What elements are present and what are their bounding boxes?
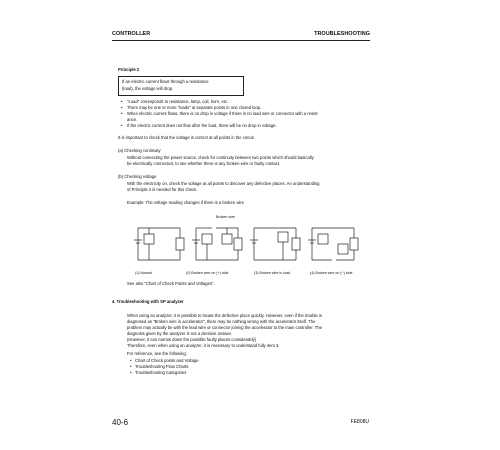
- principle-title: Principle 2: [118, 67, 140, 72]
- section4-text: problem may actually be with the lead wire or connector joining the accelerator to the main controller. The: [127, 325, 322, 330]
- circuit-broken-in-load: [250, 228, 300, 260]
- voltage-check-diagram: [132, 214, 372, 266]
- bullet-marker: •: [130, 358, 132, 363]
- broken-wire-label: Broken wire: [216, 215, 235, 219]
- reference-item: Troubleshooting Categories: [135, 370, 187, 375]
- important-note: It is important to check that the voltage is correct at all points in the circuit.: [118, 135, 255, 140]
- bullet-marker: •: [121, 123, 123, 128]
- circuit-normal: [134, 228, 184, 260]
- header-rule: [112, 40, 370, 41]
- bullet-marker: •: [121, 105, 123, 110]
- circuit-broken-plus-side: [192, 228, 242, 260]
- bullet-item: There may be one or more "loads" at separate points in one closed loop.: [127, 105, 262, 110]
- reference-item: Chart of Check points and Voltage: [135, 358, 199, 363]
- section4-text: diagnosis given by the analyzer is not a decisive answer.: [127, 331, 232, 336]
- principle-box: [118, 76, 244, 96]
- see-also-note: See also "Chart of Check Points and Voltages".: [127, 281, 215, 286]
- example-text: Example: The voltage reading changes if there is a broken wire: [127, 200, 245, 205]
- header-section: CONTROLLER: [112, 31, 151, 37]
- section-b-text: With the electricity on, check the voltage at all points to discover any defective places. An understanding: [127, 181, 320, 186]
- reference-intro: For reference, see the following:: [127, 351, 187, 356]
- section4-text: When using an analyzer, it is possible to locate the defective place quickly. However, even if the trouble is: [127, 313, 322, 318]
- bullet-marker: •: [121, 111, 123, 116]
- bullet-item: If the electric current does not flow after the load, there will be no drop in voltage.: [127, 123, 277, 128]
- header-chapter: TROUBLESHOOTING: [314, 31, 370, 37]
- section4-text: Therefore, even when using an analyzer, it is necessary to understand fully item 3.: [127, 343, 280, 348]
- diagram-caption: (2) Broken wire on (+) side: [186, 271, 229, 275]
- diagram-caption: (4) Broken wire on (−) side: [310, 271, 353, 275]
- section-a-title: (a) Checking continuity: [118, 148, 161, 153]
- principle-box-line2: (load), the voltage will drop.: [122, 86, 174, 91]
- diagram-caption: (3) Broken wire in load: [254, 271, 290, 275]
- bullet-marker: •: [130, 370, 132, 375]
- section-b-text: of Principle 2 is needed for this check.: [127, 187, 198, 192]
- diagram-caption: (1) Normal: [135, 271, 152, 275]
- section4-title: 4. Troubleshooting with SP analyzer: [112, 299, 184, 304]
- section-a-text: be electrically connected, to see whether there is any broken wire or faulty contact.: [127, 161, 281, 166]
- bullet-marker: •: [130, 364, 132, 369]
- bullet-item: "Load" corresponds to resistance, lamp, coil, horn, etc.: [127, 99, 229, 104]
- circuit-broken-minus-side: [308, 228, 358, 260]
- principle-box-line1: If an electric current flows through a resistance: [122, 79, 209, 84]
- bullet-marker: •: [121, 99, 123, 104]
- page-number: 40-6: [112, 418, 129, 427]
- section4-text: diagnosed as "Broken wire in accelerator", there may be nothing wrong with the accelerator itself. The: [127, 319, 316, 324]
- section-a-text: Without connecting the power source, check for continuity between two points which should basically: [127, 155, 314, 160]
- document-code: FE808U: [350, 419, 369, 425]
- bullet-item-continued: ance.: [127, 117, 138, 122]
- section4-text: (However, it can narrow down the possible faulty places considerably): [127, 337, 257, 342]
- bullet-item: When electric current flows, there is no drop in voltage if there is no load wire or connector with a resist-: [127, 111, 319, 116]
- reference-item: Troubleshooting Flow Charts: [135, 364, 189, 369]
- section-b-title: (b) Checking voltage: [118, 174, 157, 179]
